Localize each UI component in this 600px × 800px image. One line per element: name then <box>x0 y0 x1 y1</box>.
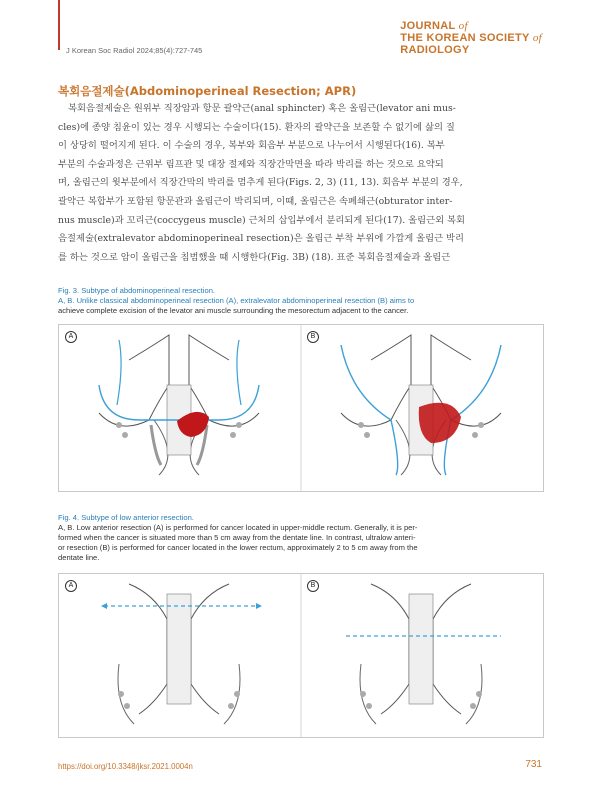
fig3-panel-b-drawing <box>341 335 501 475</box>
fig4-panel-a-label: A <box>65 580 77 592</box>
journal-logo: JOURNAL of THE KOREAN SOCIETY of RADIOLOGY <box>400 20 542 56</box>
figure-3 <box>58 324 544 492</box>
citation: J Korean Soc Radiol 2024;85(4):727-745 <box>66 46 203 55</box>
fig4-caption-line: A, B. Low anterior resection (A) is performed for cancer located in upper-middle rectum. Generally, it is per- <box>58 523 418 532</box>
fig3-panel-a-label: A <box>65 331 77 343</box>
body-line: 복회음절제술은 원위부 직장암과 항문 괄약근(anal sphincter) 혹은 올림근(levator ani mus- <box>68 103 456 114</box>
fig4-panel-a-drawing <box>101 584 262 724</box>
fig4-caption-line: dentate line. <box>58 553 100 562</box>
body-line: 이 상당히 떨어지게 된다. 이 수술의 경우, 복부와 회음부 부분으로 나누어서 시행된다(16). 복부 <box>58 140 445 152</box>
fig4-panel-b-label: B <box>307 580 319 592</box>
page-number: 731 <box>525 759 542 770</box>
fig4-caption-line: or resection (B) is performed for cancer located in the lower rectum, approximately 2 to 5 cm away from the <box>58 543 418 552</box>
body-line: 괄약근 복합부가 포함된 항문관과 올림근이 박리되며, 이때, 올림근은 속폐쇄근(obturator inter- <box>58 195 453 207</box>
fig3-title: Fig. 3. Subtype of abdominoperineal resection. <box>58 286 216 295</box>
fig3-caption-line: achieve complete excision of the levator ani muscle surrounding the mesorectum adjacent to the cancer. <box>58 306 409 315</box>
fig3-caption-line: A, B. Unlike classical abdominoperineal resection (A), extralevator abdominoperineal resection (B) aims to <box>58 296 415 305</box>
body-line: 음절제술(extralevator abdominoperineal resection)은 올림근 부착 부위에 가깝게 올림근 박리 <box>58 233 465 245</box>
fig4-illustration <box>59 574 543 737</box>
fig3-panel-b-label: B <box>307 331 319 343</box>
body-text <box>58 100 542 267</box>
fig3-illustration <box>59 325 543 491</box>
body-line: cles)에 종양 침윤이 있는 경우 시행되는 수술이다(15). 환자의 괄약근을 보존할 수 없기에 삶의 질 <box>58 121 455 133</box>
fig4-caption-line: formed when the cancer is situated more than 5 cm away from the dentate line. In contrast, ultralow anteri- <box>58 533 416 542</box>
body-line: 며, 올림근의 윗부분에서 직장간막의 박리를 멈추게 된다(Figs. 2, 3) (11, 13). 회음부 부분의 경우, <box>58 177 463 189</box>
doi-link[interactable]: https://doi.org/10.3348/jksr.2021.0004n <box>58 762 193 771</box>
fig4-panel-b-drawing <box>346 584 501 724</box>
fig3-caption <box>58 286 542 316</box>
figure-4 <box>58 573 544 738</box>
fig3-panel-a-drawing <box>99 335 259 475</box>
fig4-caption <box>58 513 542 563</box>
fig4-title: Fig. 4. Subtype of low anterior resection. <box>58 513 194 522</box>
header-accent-bar <box>58 0 60 50</box>
body-line: 부분의 수술과정은 근위부 림프관 및 대장 절제와 직장간막면을 따라 박리를 하는 것으로 요약되 <box>58 158 444 170</box>
body-line: nus muscle)과 꼬리근(coccygeus muscle) 근처의 삽입부에서 분리되게 된다(17). 올림근외 복회 <box>58 214 465 226</box>
section-title: 복회음절제술(Abdominoperineal Resection; APR) <box>58 84 357 98</box>
body-line: 를 하는 것으로 암이 올림근을 침범했을 때 시행한다(Fig. 3B) (18). 표준 복회음절제술과 올림근 <box>58 251 451 263</box>
